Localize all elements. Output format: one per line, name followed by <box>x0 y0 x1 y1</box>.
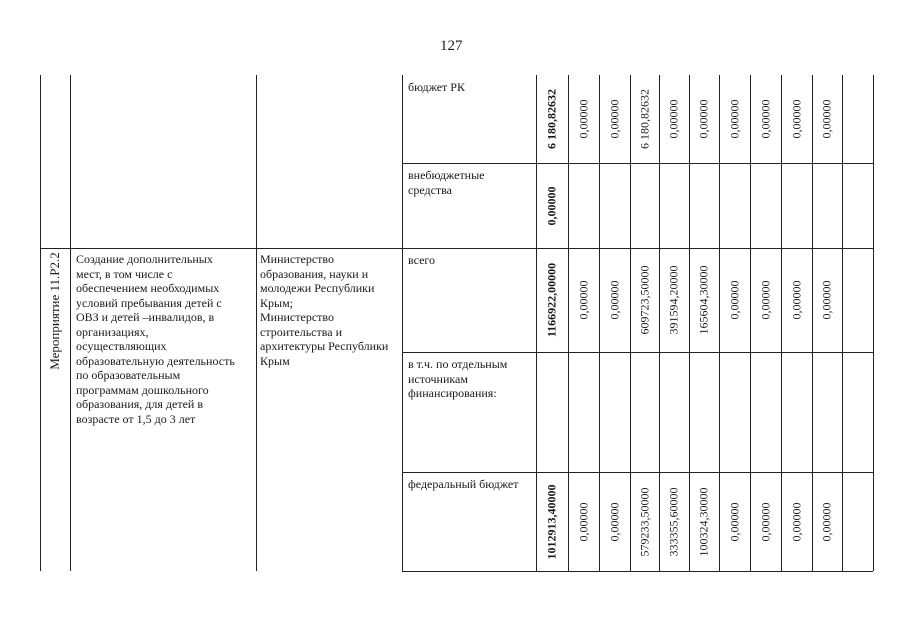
year-amount-value: 0,00000 <box>789 502 803 541</box>
year-amount-value: 0,00000 <box>727 280 741 320</box>
funding-source-label: в т.ч. по отдельным источникам финансирования: <box>408 357 508 400</box>
year-amount-value: 0,00000 <box>758 502 772 541</box>
year-amount-value: 165604,30000 <box>696 265 711 335</box>
total-amount-value: 1166922,00000 <box>544 262 559 338</box>
table-column-line <box>842 75 843 571</box>
measure-code: Мероприятие 11.Р2.2 <box>47 252 62 370</box>
table-column-line <box>659 75 660 571</box>
total-amount-value: 1012913,40000 <box>544 484 559 559</box>
table-column-line <box>40 75 41 571</box>
table-column-line <box>781 75 782 571</box>
year-amount-value: 0,00000 <box>727 99 741 139</box>
table-column-line <box>873 75 874 571</box>
year-amount-value: 0,00000 <box>576 99 590 139</box>
table-row-line <box>402 472 873 473</box>
table-bottom-line <box>402 571 873 572</box>
total-amount-value: 0,00000 <box>544 186 559 225</box>
table-row-line <box>402 163 873 164</box>
table-column-line <box>70 75 71 571</box>
year-amount-value: 0,00000 <box>758 99 772 139</box>
table-column-line <box>402 75 403 571</box>
year-amount-value: 333355,60000 <box>666 487 681 556</box>
year-amount-value: 0,00000 <box>758 280 772 320</box>
year-amount-value: 391594,20000 <box>666 265 681 335</box>
page-number: 127 <box>440 38 463 54</box>
table-column-line <box>812 75 813 571</box>
table-column-line <box>536 75 537 571</box>
funding-source-label: бюджет РК <box>408 80 465 94</box>
year-amount-value: 609723,50000 <box>637 265 651 335</box>
table-column-line <box>599 75 600 571</box>
year-amount-value: 0,00000 <box>696 99 711 139</box>
year-amount-value: 0,00000 <box>819 280 834 320</box>
year-amount-value: 0,00000 <box>789 280 803 320</box>
measure-executor: Министерство образования, науки и молодежи Республики Крым; Министерство строительства и архитектуры Республики Крым <box>260 252 389 368</box>
table-column-line <box>568 75 569 571</box>
table-block-line <box>40 248 873 249</box>
funding-source-label: федеральный бюджет <box>408 477 519 491</box>
funding-source-label: всего <box>408 253 436 267</box>
measure-description: Создание дополнительных мест, в том числе с обеспечением необходимых условий пребывания детей с ОВЗ и детей –инвалидов, в организациях, осуществляющих образовательную деятельность по образовательным программам дошкольного образования, для детей в возрасте от 1,5 до 3 лет <box>76 252 235 426</box>
year-amount-value: 0,00000 <box>727 502 741 541</box>
year-amount-value: 100324,30000 <box>696 487 711 556</box>
year-amount-value: 0,00000 <box>576 502 590 541</box>
year-amount-value: 0,00000 <box>576 280 590 320</box>
year-amount-value: 0,00000 <box>819 99 834 139</box>
year-amount-value: 0,00000 <box>819 502 834 541</box>
table-column-line <box>750 75 751 571</box>
year-amount-value: 0,00000 <box>666 99 681 139</box>
table-column-line <box>719 75 720 571</box>
year-amount-value: 6 180,82632 <box>637 89 651 149</box>
year-amount-value: 0,00000 <box>607 280 621 320</box>
year-amount-value: 0,00000 <box>789 99 803 139</box>
table-column-line <box>630 75 631 571</box>
year-amount-value: 0,00000 <box>607 99 621 139</box>
table-column-line <box>256 75 257 571</box>
table-row-line <box>402 352 873 353</box>
year-amount-value: 579233,50000 <box>637 487 651 556</box>
total-amount-value: 6 180,82632 <box>544 89 559 149</box>
table-column-line <box>689 75 690 571</box>
year-amount-value: 0,00000 <box>607 502 621 541</box>
funding-source-label: внебюджетные средства <box>408 168 485 197</box>
